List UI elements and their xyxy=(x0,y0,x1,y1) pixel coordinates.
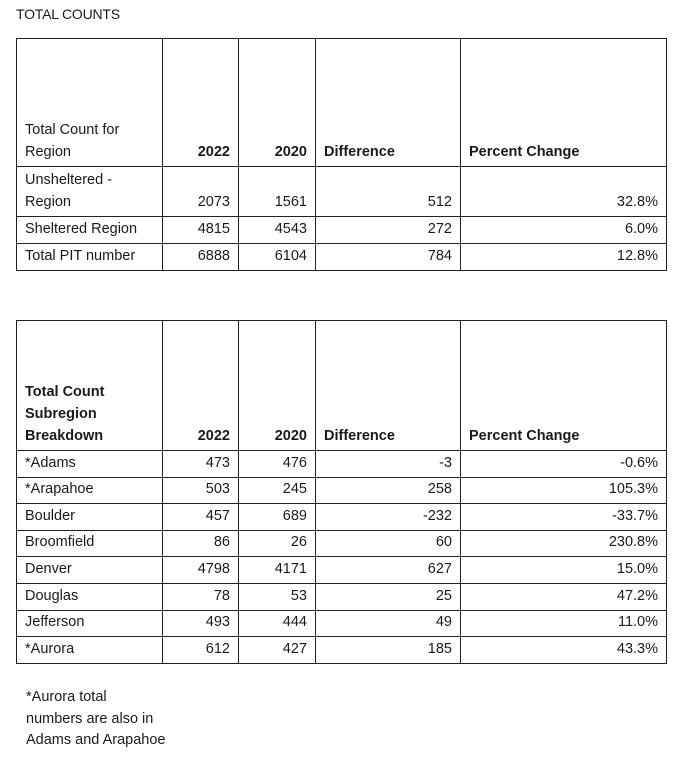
row-label: Sheltered Region xyxy=(17,217,163,244)
cell-2020: 26 xyxy=(239,530,316,557)
table-row xyxy=(17,557,667,584)
cell-2020: 4171 xyxy=(239,557,316,584)
cell-percent-change: 6.0% xyxy=(461,217,667,244)
row-label: Denver xyxy=(17,557,163,584)
cell-2022: 2073 xyxy=(163,167,239,217)
cell-2020: 53 xyxy=(239,583,316,610)
cell-2020: 427 xyxy=(239,637,316,664)
footnote: *Aurora total numbers are also in Adams and Arapahoe xyxy=(26,689,166,748)
row-label: Total PIT number xyxy=(17,244,163,271)
cell-difference: -3 xyxy=(316,451,461,478)
cell-2022: 6888 xyxy=(163,244,239,271)
cell-percent-change: 105.3% xyxy=(461,477,667,504)
header-percent-change: Percent Change xyxy=(461,39,667,167)
header-label: Total Count Subregion Breakdown xyxy=(17,321,163,451)
cell-difference: 60 xyxy=(316,530,461,557)
cell-percent-change: 11.0% xyxy=(461,610,667,637)
cell-2020: 1561 xyxy=(239,167,316,217)
header-2022: 2022 xyxy=(163,39,239,167)
cell-difference: 25 xyxy=(316,583,461,610)
cell-2020: 689 xyxy=(239,504,316,531)
cell-2022: 457 xyxy=(163,504,239,531)
subregion-breakdown-table xyxy=(16,320,667,664)
cell-difference: 272 xyxy=(316,217,461,244)
cell-difference: 49 xyxy=(316,610,461,637)
cell-2020: 245 xyxy=(239,477,316,504)
cell-difference: 258 xyxy=(316,477,461,504)
cell-difference: 185 xyxy=(316,637,461,664)
header-label: Total Count for Region xyxy=(17,39,163,167)
cell-percent-change: -0.6% xyxy=(461,451,667,478)
cell-percent-change: 32.8% xyxy=(461,167,667,217)
cell-2022: 86 xyxy=(163,530,239,557)
cell-percent-change: 15.0% xyxy=(461,557,667,584)
table-row xyxy=(17,451,667,478)
table-row xyxy=(17,504,667,531)
cell-difference: 627 xyxy=(316,557,461,584)
table-row xyxy=(17,244,667,271)
header-percent-change: Percent Change xyxy=(461,321,667,451)
row-label: *Adams xyxy=(17,451,163,478)
cell-2022: 473 xyxy=(163,451,239,478)
cell-difference: -232 xyxy=(316,504,461,531)
row-label: *Arapahoe xyxy=(17,477,163,504)
cell-2020: 476 xyxy=(239,451,316,478)
row-label: Broomfield xyxy=(17,530,163,557)
table-row xyxy=(17,583,667,610)
cell-2022: 4815 xyxy=(163,217,239,244)
page-title: TOTAL COUNTS xyxy=(16,6,120,22)
cell-2022: 78 xyxy=(163,583,239,610)
table-row xyxy=(17,167,667,217)
cell-2022: 493 xyxy=(163,610,239,637)
region-total-table xyxy=(16,38,667,271)
header-difference: Difference xyxy=(316,39,461,167)
header-2020: 2020 xyxy=(239,39,316,167)
cell-2022: 4798 xyxy=(163,557,239,584)
cell-2020: 4543 xyxy=(239,217,316,244)
cell-percent-change: 47.2% xyxy=(461,583,667,610)
cell-percent-change: 43.3% xyxy=(461,637,667,664)
cell-2022: 612 xyxy=(163,637,239,664)
header-2022: 2022 xyxy=(163,321,239,451)
row-label: Unsheltered - Region xyxy=(17,167,163,217)
cell-2020: 444 xyxy=(239,610,316,637)
row-label: Jefferson xyxy=(17,610,163,637)
table-header-row xyxy=(17,321,667,451)
table-row xyxy=(17,217,667,244)
cell-percent-change: 230.8% xyxy=(461,530,667,557)
table-row xyxy=(17,637,667,664)
cell-percent-change: 12.8% xyxy=(461,244,667,271)
table-row xyxy=(17,477,667,504)
header-2020: 2020 xyxy=(239,321,316,451)
table-row xyxy=(17,610,667,637)
header-difference: Difference xyxy=(316,321,461,451)
cell-2020: 6104 xyxy=(239,244,316,271)
cell-percent-change: -33.7% xyxy=(461,504,667,531)
row-label: Douglas xyxy=(17,583,163,610)
row-label: *Aurora xyxy=(17,637,163,664)
cell-difference: 512 xyxy=(316,167,461,217)
cell-difference: 784 xyxy=(316,244,461,271)
row-label: Boulder xyxy=(17,504,163,531)
table-header-row xyxy=(17,39,667,167)
cell-2022: 503 xyxy=(163,477,239,504)
table-row xyxy=(17,530,667,557)
